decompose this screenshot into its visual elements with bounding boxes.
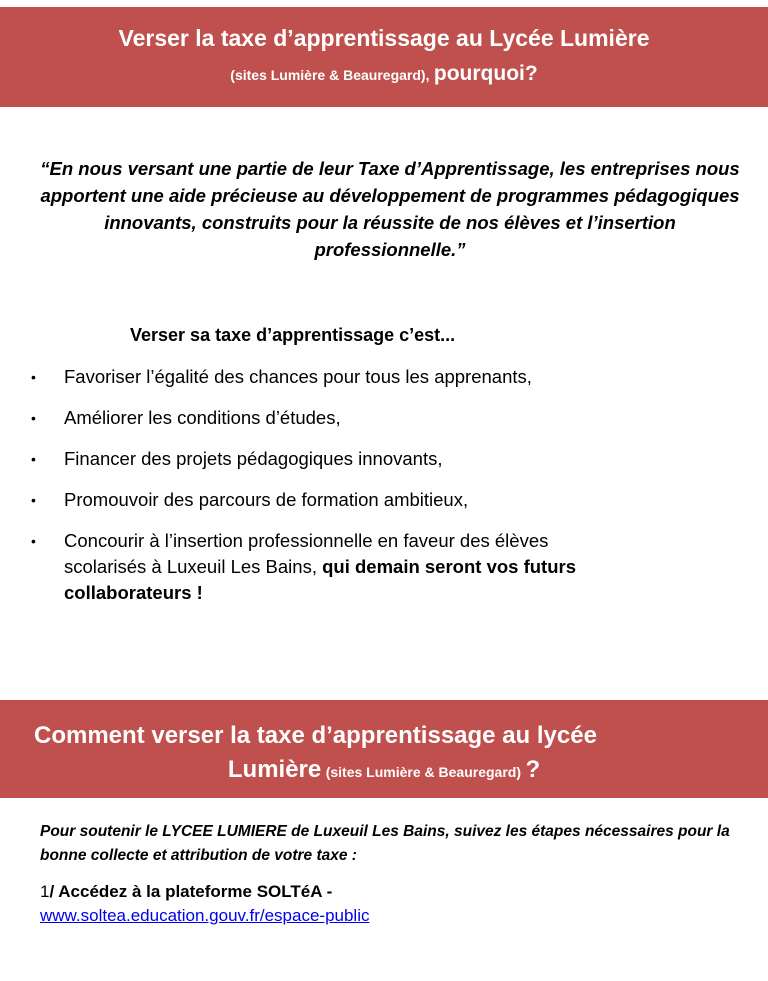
bullet-icon: • — [31, 451, 36, 467]
header-subtitle-why: pourquoi? — [433, 62, 538, 85]
section-title-sites: (sites Lumière & Beauregard) — [325, 764, 521, 780]
section-banner — [0, 700, 768, 798]
section-title-word: Lumière — [227, 756, 322, 783]
list-item-text: Promouvoir des parcours de formation ambitieux, — [64, 489, 469, 510]
header-banner — [0, 7, 768, 107]
list-item — [0, 364, 624, 390]
list-item-text: Financer des projets pédagogiques innovants, — [64, 448, 443, 469]
benefits-list — [0, 364, 624, 621]
bullet-icon: • — [31, 492, 36, 508]
list-item-text: Concourir à l’insertion professionnelle en faveur des élèves scolarisés à Luxeuil Les Bains, — [64, 530, 549, 577]
section-title-qmark: ? — [525, 756, 541, 783]
intro-heading: Verser sa taxe d’apprentissage c’est... — [130, 325, 456, 345]
header-subtitle-sites: (sites Lumière & Beauregard), — [230, 67, 430, 83]
step-1 — [40, 880, 369, 928]
list-item-text: Favoriser l’égalité des chances pour tous les apprenants, — [64, 366, 532, 387]
quote-text: “En nous versant une partie de leur Taxe d’Apprentissage, les entreprises nous apportent une aide précieuse au développement de programmes pédagogiques innovants, construits pour la réussite de nos élèves et l’insertion professionnelle.” — [40, 158, 740, 260]
step-number: 1 — [40, 882, 50, 901]
header-subtitle — [0, 62, 768, 86]
list-item — [0, 528, 624, 606]
header-title: Verser la taxe d’apprentissage au Lycée Lumière — [118, 25, 650, 51]
bullet-icon: • — [31, 533, 36, 549]
bullet-icon: • — [31, 369, 36, 385]
list-item — [0, 405, 624, 431]
support-instructions: Pour soutenir le LYCEE LUMIERE de Luxeuil Les Bains, suivez les étapes nécessaires pour la bonne collecte et attribution de votre taxe : — [40, 823, 730, 864]
section-title-line2 — [0, 756, 768, 784]
list-item-text: Améliorer les conditions d’études, — [64, 407, 341, 428]
bullet-icon: • — [31, 410, 36, 426]
list-item-emphasis: qui demain seront vos futurs collaborateurs ! — [64, 556, 577, 603]
soltea-link[interactable]: www.soltea.education.gouv.fr/espace-public — [40, 906, 370, 925]
list-item — [0, 446, 624, 472]
section-title: Comment verser la taxe d’apprentissage au lycée — [34, 722, 597, 749]
step-label: / Accédez à la plateforme SOLTéA - — [49, 882, 333, 901]
list-item — [0, 487, 624, 513]
